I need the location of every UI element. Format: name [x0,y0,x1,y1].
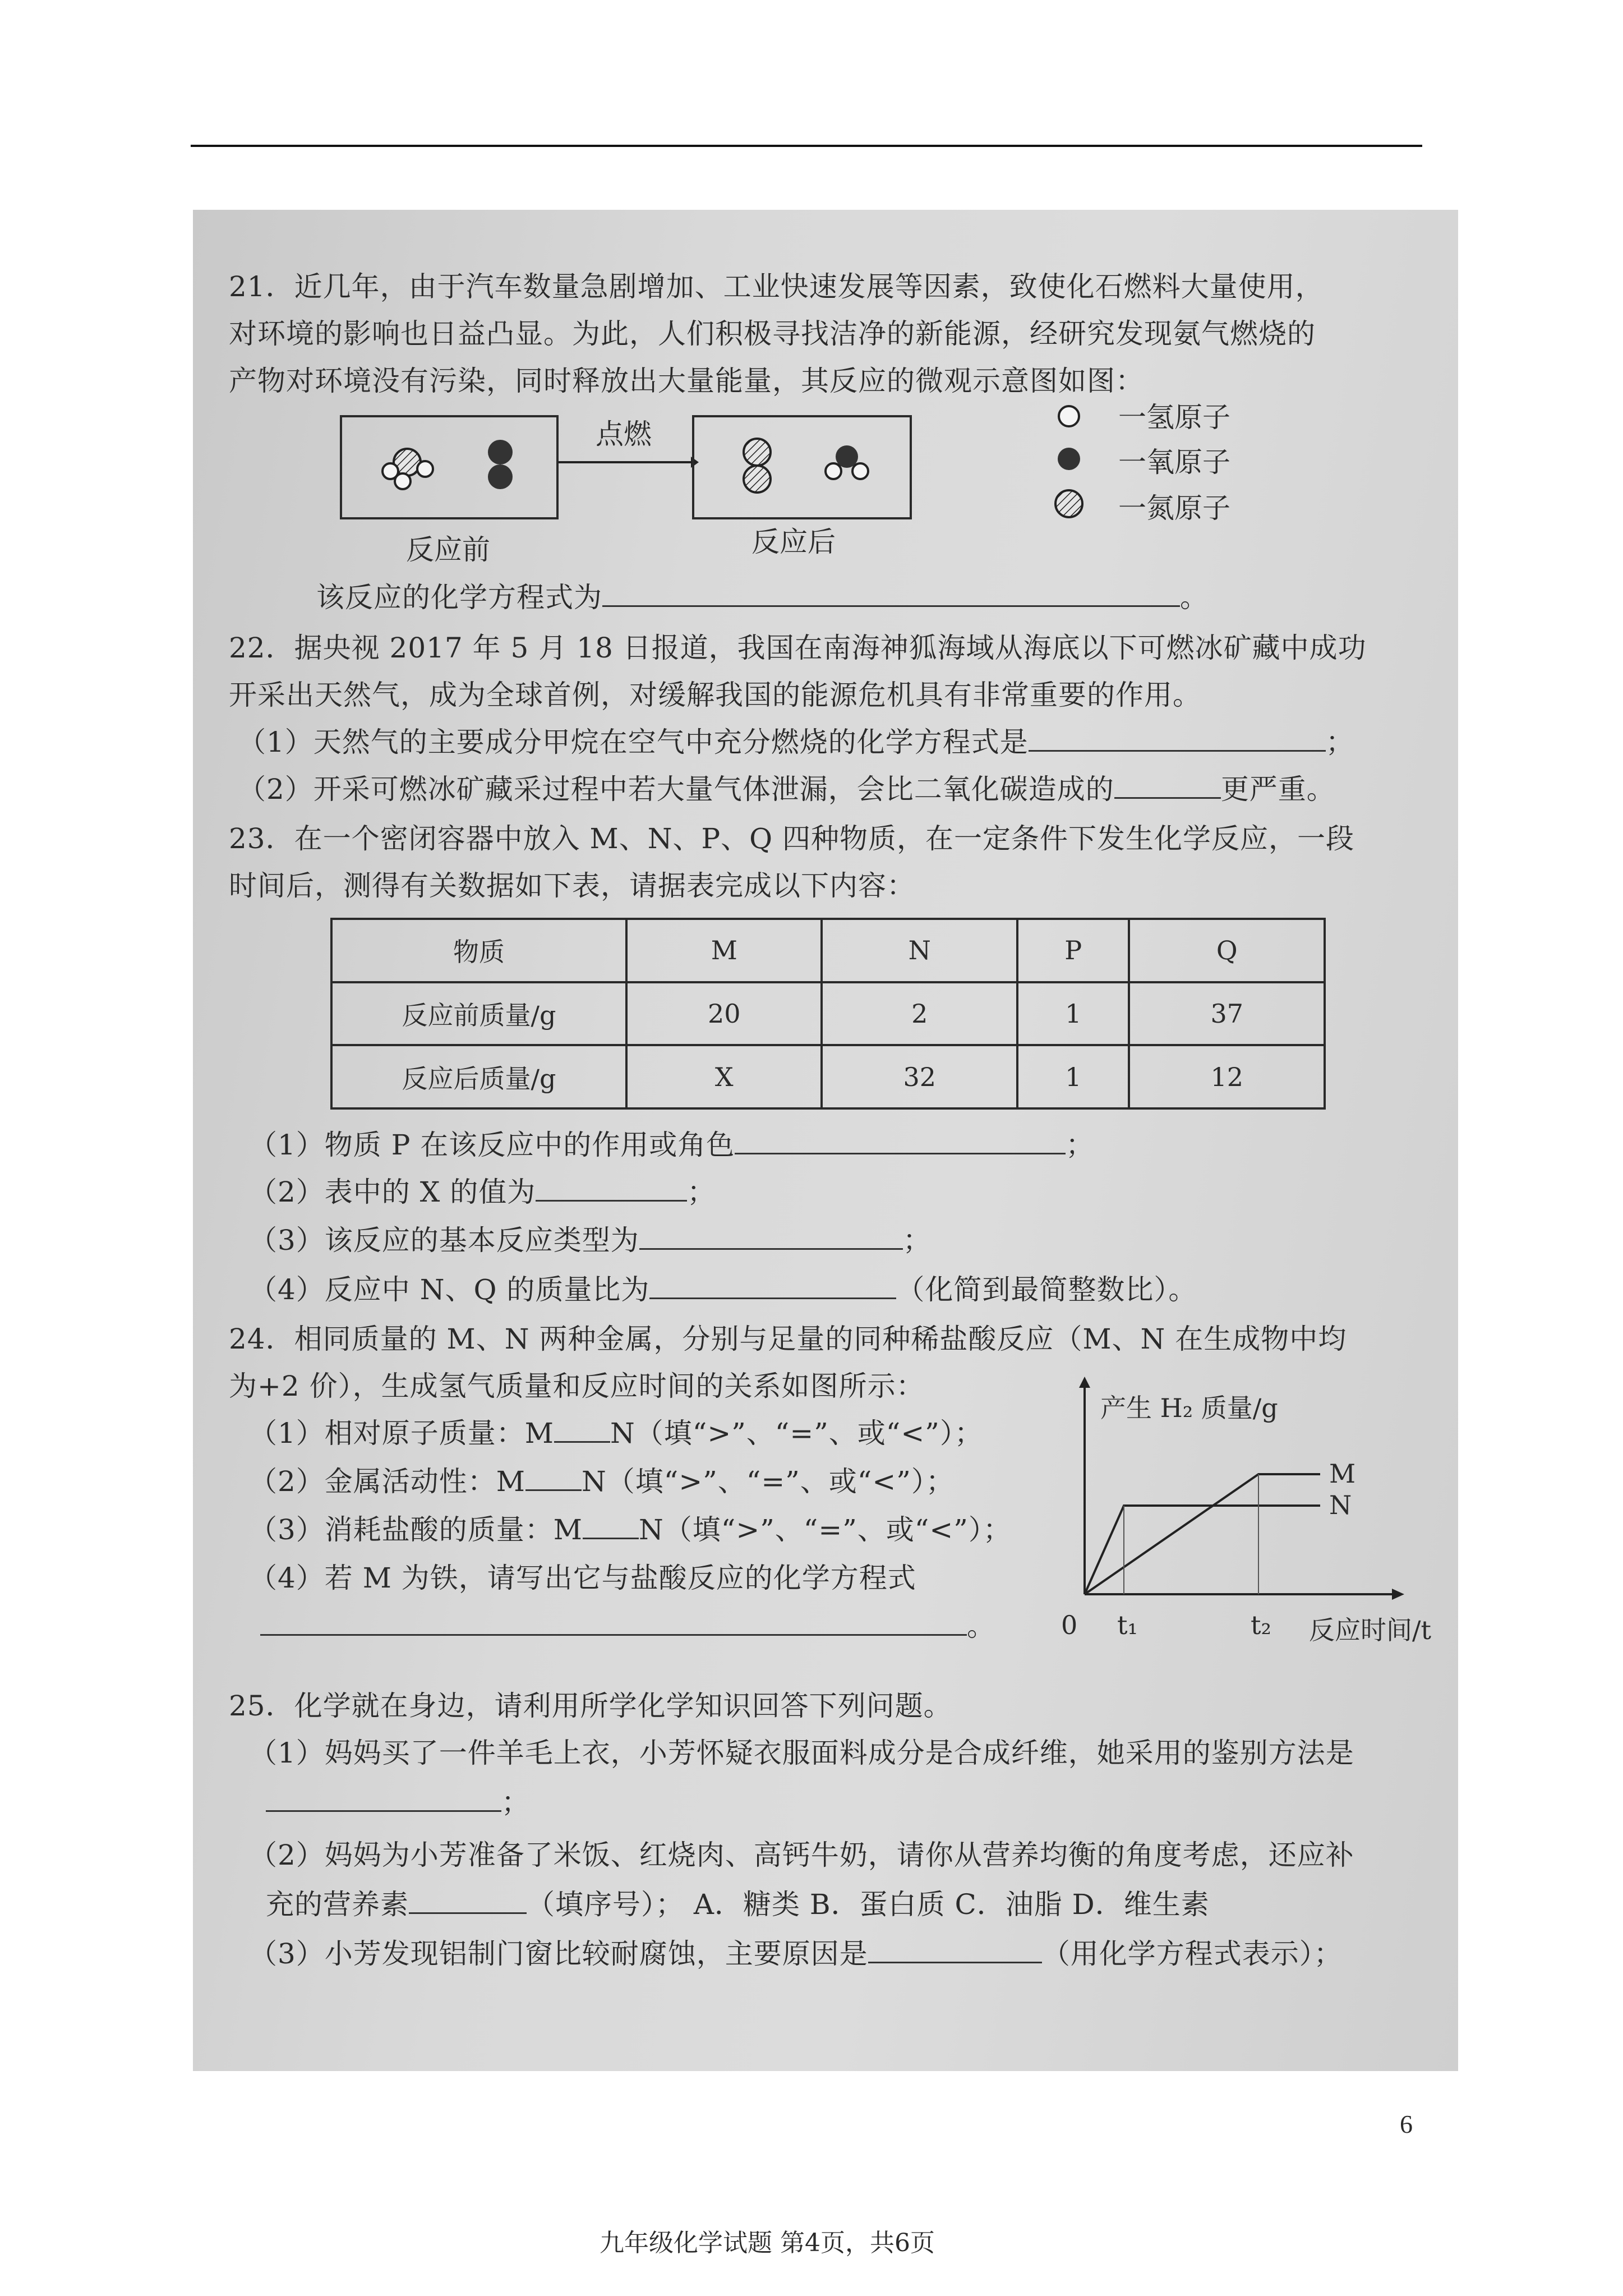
q24-line1: 24．相同质量的 M、N 两种金属，分别与足量的同种稀盐酸反应（M、N 在生成物中均 [229,1323,1347,1355]
nitrogen-legend-icon [1055,490,1082,517]
graph-ylabel: 产生 H₂ 质量/g [1100,1393,1278,1423]
q21-line1: 21．近几年，由于汽车数量急剧增加、工业快速发展等因素，致使化石燃料大量使用， [229,270,1324,303]
hydrogen-atom [826,463,841,479]
graph-t1: t₁ [1117,1610,1138,1640]
header-rule [191,145,1422,147]
q23-sub4: （4）反应中 N、Q 的质量比为 （化简到最简整数比）。 [249,1273,1197,1306]
table-row [331,1045,1325,1108]
oxygen-atom [488,464,513,489]
table-header-cell: P [1017,919,1129,982]
answer-blank[interactable] [409,1888,527,1914]
table-cell: X [626,1045,822,1108]
series-n-line [1085,1506,1320,1594]
page-number: 6 [1400,2110,1413,2138]
q21-line3: 产物对环境没有污染，同时释放出大量能量，其反应的微观示意图如图： [229,365,1144,397]
answer-blank[interactable] [266,1786,501,1812]
answer-blank[interactable] [649,1273,896,1299]
table-cell: 20 [626,982,822,1046]
after-label: 反应后 [751,526,836,558]
q24-sub3: （3）消耗盐酸的质量：M N（填“>”、“=”、或“<”）； [249,1513,1012,1546]
table-cell: 1 [1017,982,1129,1046]
q22-line1: 22．据央视 2017 年 5 月 18 日报道，我国在南海神狐海域从海底以下可燃冰矿藏中成功 [229,632,1367,664]
table-cell: 反应前质量/g [331,982,626,1046]
q23-sub2: （2）表中的 X 的值为 ； [249,1176,716,1208]
table-cell: 32 [822,1045,1017,1108]
reactants-molecules [342,417,556,517]
answer-blank[interactable] [735,1128,1066,1154]
y-axis-arrow-icon [1079,1377,1090,1388]
q23-line1: 23．在一个密闭容器中放入 M、N、P、Q 四种物质，在一定条件下发生化学反应，一段 [229,822,1354,855]
series-m-line [1085,1474,1320,1594]
q25-sub3: （3）小芳发现铝制门窗比较耐腐蚀，主要原因是 （用化学方程式表示）； [249,1938,1343,1970]
q22-sub2: （2）开采可燃冰矿藏采过程中若大量气体泄漏，会比二氧化碳造成的 更严重。 [238,773,1335,806]
answer-blank[interactable] [868,1937,1042,1963]
table-header-row [331,919,1325,982]
reaction-before-box [340,415,559,519]
answer-blank[interactable] [554,1416,610,1443]
x-axis-arrow-icon [1392,1589,1404,1600]
mass-data-table [330,918,1326,1110]
graph-xlabel: 反应时间/t [1309,1615,1431,1645]
nitrogen-atom [744,466,771,493]
q25-line1: 25．化学就在身边，请利用所学化学知识回答下列问题。 [229,1690,952,1722]
hydrogen-atom [417,461,433,477]
before-label: 反应前 [406,533,490,566]
oxygen-legend-icon [1058,448,1080,470]
answer-blank[interactable] [639,1223,903,1250]
q21-equation-prompt: 该反应的化学方程式为 [316,581,602,614]
hydrogen-legend-icon [1059,406,1079,426]
q24-line2: 为+2 价），生成氢气质量和反应时间的关系如图所示： [229,1370,925,1402]
atom-legend-icons [1051,401,1090,524]
q22-sub1: （1）天然气的主要成分甲烷在空气中充分燃烧的化学方程式是 ； [238,726,1354,758]
answer-blank[interactable] [583,1513,639,1539]
q21-line2: 对环境的影响也日益凸显。为此，人们积极寻找洁净的新能源，经研究发现氨气燃烧的 [229,318,1316,350]
q23-sub3: （3）该反应的基本反应类型为 ； [249,1224,932,1257]
graph-origin: 0 [1061,1610,1078,1640]
q23-line2: 时间后，测得有关数据如下表，请据表完成以下内容： [229,869,915,902]
q24-sub1: （1）相对原子质量：M N（填“>”、“=”、或“<”）； [249,1417,983,1450]
table-cell: 反应后质量/g [331,1045,626,1108]
table-cell: 12 [1129,1045,1325,1108]
table-row [331,982,1325,1046]
answer-blank[interactable] [1029,725,1326,752]
table-cell: 2 [822,982,1017,1046]
table-header-cell: 物质 [331,919,626,982]
q24-answer-line: 。 [260,1609,995,1644]
q24-sub2: （2）金属活动性：M N（填“>”、“=”、或“<”）； [249,1465,955,1498]
q25-sub1: （1）妈妈买了一件羊毛上衣，小芳怀疑衣服面料成分是合成纤维，她采用的鉴别方法是 [249,1737,1354,1769]
answer-blank[interactable] [602,581,1180,607]
answer-blank[interactable] [1114,772,1221,799]
q25-sub1-answer: ； [266,1785,530,1820]
q25-sub2-line2: 充的营养素 （填序号）； A．糖类 B．蛋白质 C．油脂 D．维生素 [266,1888,1210,1921]
oxygen-atom [488,440,513,464]
answer-blank[interactable] [260,1609,967,1636]
answer-blank[interactable] [536,1175,687,1202]
graph-t2: t₂ [1251,1610,1271,1640]
table-header-cell: M [626,919,822,982]
legend-hydrogen: 一氢原子 [1118,401,1230,434]
q23-sub1: （1）物质 P 在该反应中的作用或角色 ； [249,1129,1095,1161]
q22-line2: 开采出天然气，成为全球首例，对缓解我国的能源危机具有非常重要的作用。 [229,679,1201,711]
legend-nitrogen: 一氮原子 [1118,492,1230,524]
q25-sub2-line1: （2）妈妈为小芳准备了米饭、红烧肉、高钙牛奶，请你从营养均衡的角度考虑，还应补 [249,1839,1354,1871]
table-cell: 1 [1017,1045,1129,1108]
products-molecules [694,417,910,517]
q21-equation-line: 该反应的化学方程式为 。 [316,581,1209,614]
table-cell: 37 [1129,982,1325,1046]
reaction-after-box [692,415,912,519]
table-header-cell: N [822,919,1017,982]
hydrogen-atom [395,473,411,489]
graph-series-n: N [1329,1490,1352,1520]
exam-page-photo [193,210,1458,2257]
legend-oxygen: 一氧原子 [1118,446,1230,478]
answer-blank[interactable] [525,1465,582,1491]
exam-footer: 九年级化学试题 第4页，共6页 [600,2229,935,2257]
nitrogen-atom [744,439,771,466]
hydrogen-atom [852,463,868,479]
graph-series-m: M [1329,1458,1356,1489]
arrow-label: 点燃 [596,418,652,450]
table-header-cell: Q [1129,919,1325,982]
q24-sub4: （4）若 M 为铁，请写出它与盐酸反应的化学方程式 [249,1562,916,1594]
